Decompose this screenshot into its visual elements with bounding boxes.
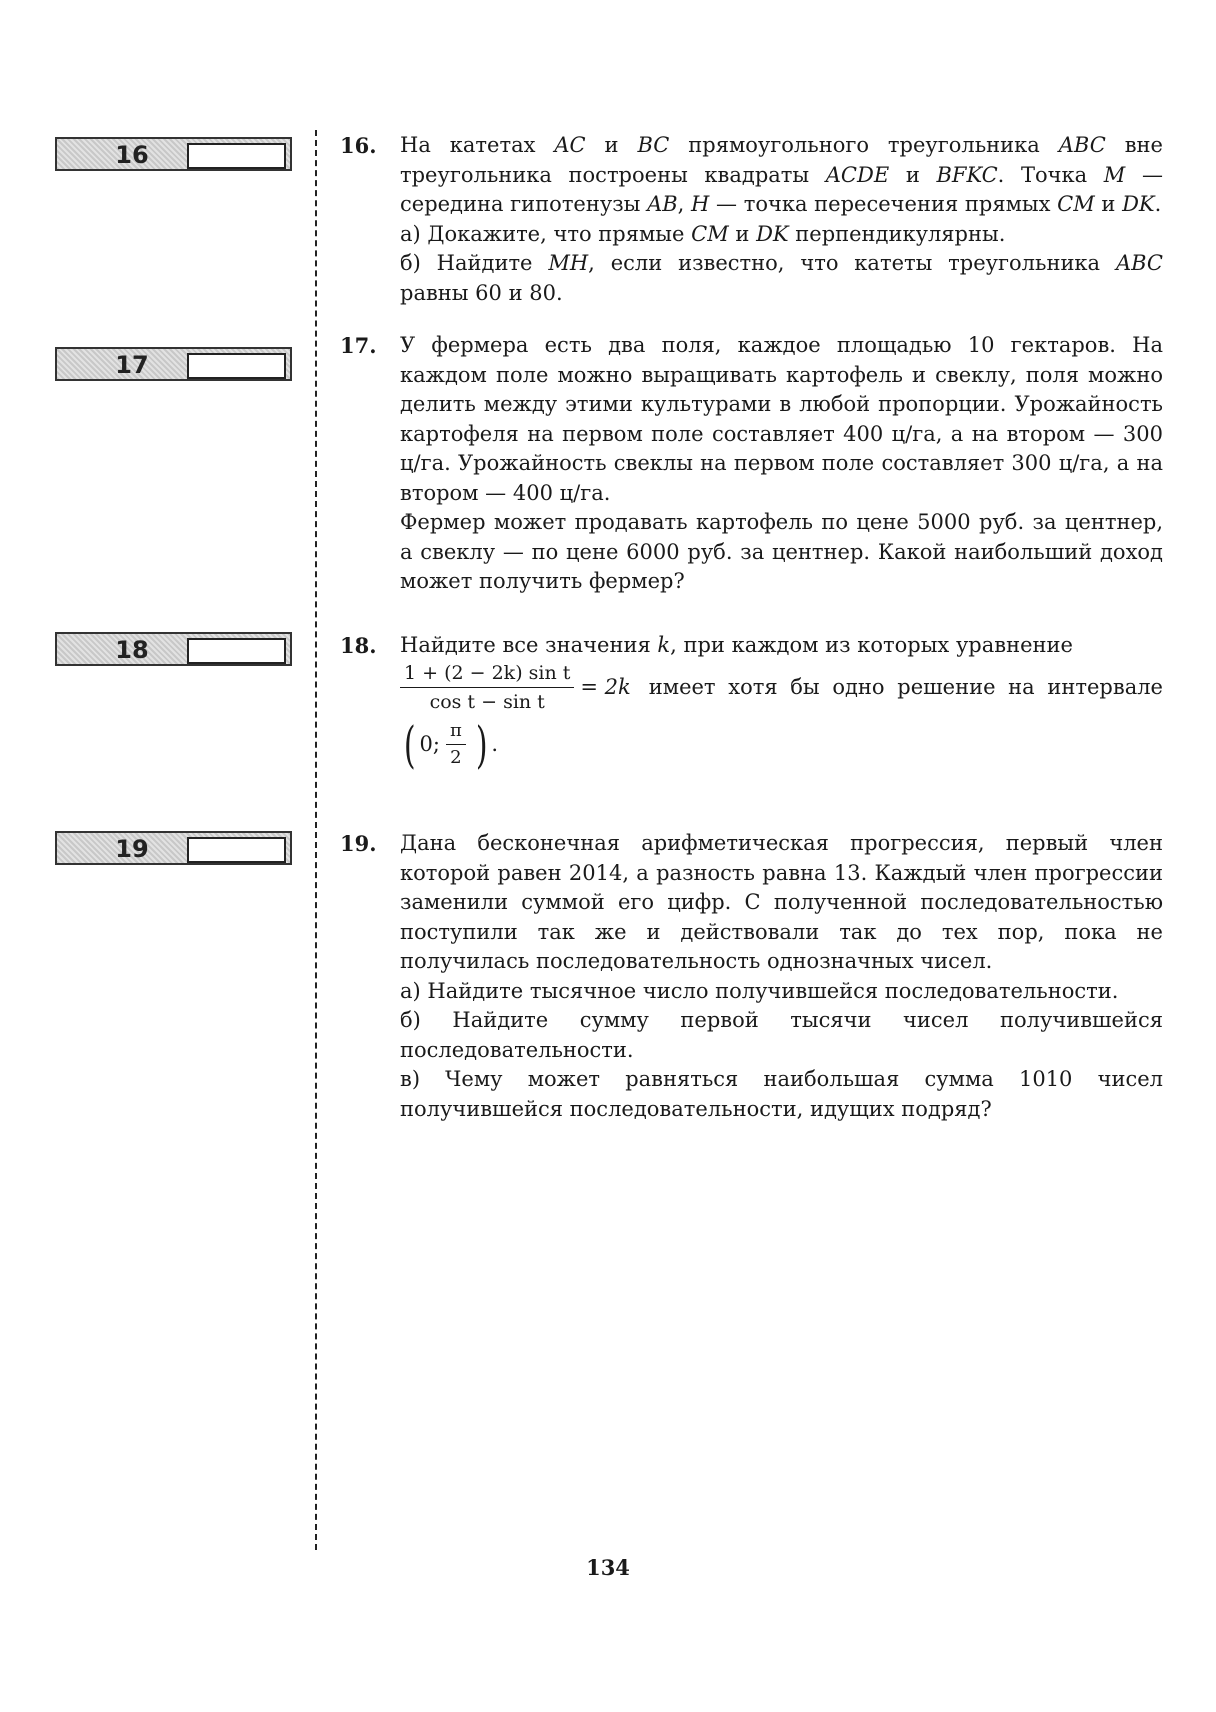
answer-box[interactable] [187,353,286,379]
page-number: 134 [586,1555,630,1580]
problem-part-c: в) Чему может равняться наибольшая сумма 1010 чисел получившейся последовательности, идущих подряд? [400,1067,1163,1121]
problem-number: 18. [340,633,377,658]
answer-tab-18 [55,632,292,666]
problem-part-b: б) Найдите сумму первой тысячи чисел получившейся последовательности. [400,1008,1163,1062]
tab-label: 17 [115,351,149,379]
answer-tab-17 [55,347,292,381]
problem-17 [340,331,1163,597]
tab-label: 19 [115,835,149,863]
equation-rhs: = 2k [580,674,631,699]
problem-number: 19. [340,831,377,856]
answer-box[interactable] [187,143,286,169]
equation-tail: имеет хотя бы одно решение на интервале [648,674,1163,699]
answer-tab-16 [55,137,292,171]
problem-number: 16. [340,133,377,158]
problem-16 [340,131,1163,308]
left-paren: ( [403,715,416,774]
right-paren: ) [475,715,488,774]
answer-tab-19 [55,831,292,865]
fraction-denominator: 2 [450,747,462,768]
interval-fraction [446,720,466,769]
problem-19 [340,829,1163,1124]
problem-18 [340,631,1163,775]
tab-label: 18 [115,636,149,664]
problem-number: 17. [340,333,377,358]
problem-statement: У фермера есть два поля, каждое площадью 10 гектаров. На каждом поле можно выращивать картофель и свеклу, поля можно делить между этими культурами в любой пропорции. Урожайность картофеля на первом поле составляет 400 ц/га, а на втором — 300 ц/га. Урожайность свеклы на первом поле составляет 300 ц/га, а на втором — 400 ц/га. [400,333,1163,505]
problem-question: Фермер может продавать картофель по цене 5000 руб. за центнер, а свеклу — по цене 6000 руб. за центнер. Какой наибольший доход может получить фермер? [400,510,1163,593]
cut-line-divider [315,130,317,1550]
interval-left: 0; [419,731,440,756]
problem-part-a: а) Докажите, что прямые CM и DK перпендикулярны. [400,221,1006,246]
answer-box[interactable] [187,837,286,863]
tab-label: 16 [115,141,149,169]
fraction-denominator: cos t − sin t [429,691,545,713]
fraction-numerator: 1 + (2 − 2k) sin t [400,661,574,688]
problem-statement: Дана бесконечная арифметическая прогрессия, первый член которой равен 2014, а разность равна 13. Каждый член прогрессии заменили суммой его цифр. С полученной последовательностью поступили так же и действовали так до тех пор, пока не получилась последовательность однозначных чисел. [400,831,1163,973]
problem-statement: Найдите все значения k, при каждом из которых уравнение [400,633,1073,657]
interval [400,715,1163,775]
equation-fraction [400,661,574,714]
equation [400,661,1163,715]
answer-box[interactable] [187,638,286,664]
problem-part-b: б) Найдите MH, если известно, что катеты треугольника ABC равны 60 и 80. [400,251,1163,305]
interval-end: . [491,731,498,756]
problem-part-a: а) Найдите тысячное число получившейся последовательности. [400,978,1119,1003]
problem-statement: На катетах AC и BC прямоугольного треугольника ABC вне треугольника построены квадраты ACDE и BFKC. Точка M — середина гипотенузы AB, H — точка пересечения прямых CM и DK. [400,133,1163,216]
fraction-numerator: π [446,720,466,745]
